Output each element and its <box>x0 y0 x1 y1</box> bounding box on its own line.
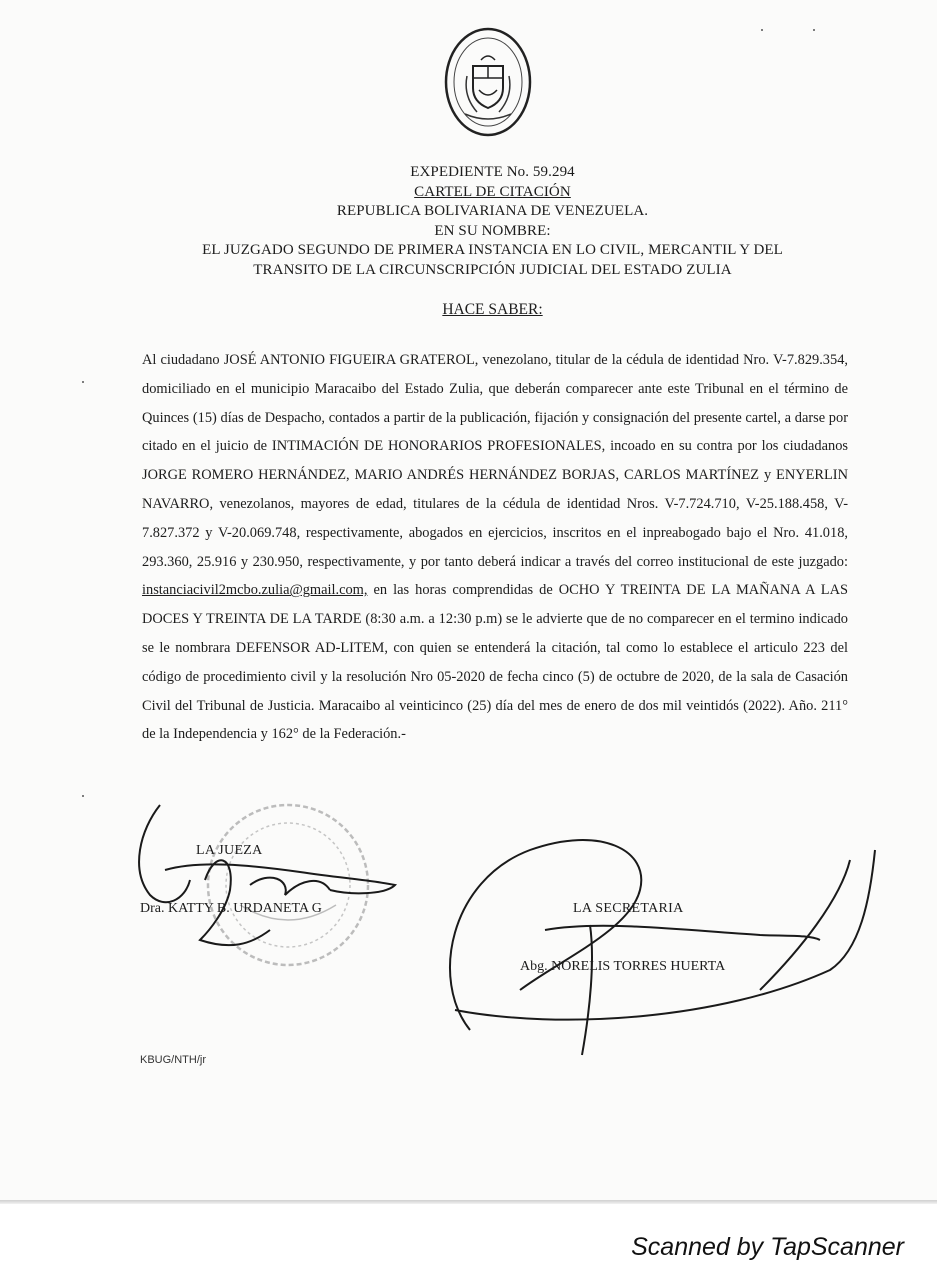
court-stamp-icon <box>208 805 368 965</box>
document-type: CARTEL DE CITACIÓN <box>414 183 571 200</box>
secretary-name: Abg. NORELIS TORRES HUERTA <box>520 959 726 974</box>
court-name-line1: EL JUZGADO SEGUNDO DE PRIMERA INSTANCIA EN LO CIVIL, MERCANTIL Y DEL <box>202 242 783 258</box>
scan-speck <box>82 795 84 797</box>
paper-edge <box>0 1200 937 1204</box>
body-part-1: Al ciudadano JOSÉ ANTONIO FIGUEIRA GRATEROL, venezolano, titular de la cédula de identidad Nro. V-7.829.354, domiciliado en el municipio Maracaibo del Estado Zulia, que deberán comparecer ante este Tribunal en el término de Quinces (15) días de Despacho, contados a partir de la publicación, fijación y consignación del presente cartel, a darse por citado en el juicio de INTIMACIÓN DE HONORARIOS PROFESIONALES, incoado en su contra por los ciudadanos JORGE ROMERO HERNÁNDEZ, MARIO ANDRÉS HERNÁNDEZ BORJAS, CARLOS MARTÍNEZ y ENYERLIN NAVARRO, venezolanos, mayores de edad, titulares de la cédula de identidad Nros. V-7.724.710, V-25.188.458, V-7.827.372 y V-20.069.748, respectivamente, abogados en ejercicios, inscritos en el inpreabogado bajo el Nro. 41.018, 293.360, 25.916 y 230.950, respectivamente, y por tanto deberá indicar a través del correo institucional de este juzgado: <box>142 352 848 570</box>
republic-name: REPUBLICA BOLIVARIANA DE VENEZUELA. <box>336 203 649 219</box>
judge-title: LA JUEZA <box>196 843 263 858</box>
scanner-watermark: Scanned by TapScanner <box>631 1233 904 1261</box>
body-part-2: en las horas comprendidas de OCHO Y TREINTA DE LA MAÑANA A LAS DOCES Y TREINTA DE LA TARDE (8:30 a.m. a 12:30 p.m) se le advierte que de no comparecer en el termino indicado se le nombrara DEFENSOR AD-LITEM, con quien se entenderá la citación, tal como lo establece el articulo 223 del código de procedimiento civil y la resolución Nro 05-2020 de fecha cinco (5) de octubre de 2020, de la sala de Casación Civil del Tribunal de Justicia. Maracaibo al veinticinco (25) día del mes de enero de dos mil veintidós (2022). Año. 211° de la Independencia y 162° de la Federación.- <box>142 582 848 743</box>
scan-speck <box>813 29 815 31</box>
hace-saber-heading: HACE SABER: <box>442 301 543 318</box>
secretary-signature-icon <box>450 840 875 1055</box>
secretary-title: LA SECRETARIA <box>573 901 684 916</box>
scan-speck <box>761 29 763 31</box>
court-email: instanciacivil2mcbo.zulia@gmail.com, <box>142 582 368 599</box>
court-name-line2: TRANSITO DE LA CIRCUNSCRIPCIÓN JUDICIAL DEL ESTADO ZULIA <box>253 261 732 278</box>
document-initials: KBUG/NTH/jr <box>140 1054 206 1066</box>
judge-name: Dra. KATTY B. URDANETA G <box>140 901 322 916</box>
en-su-nombre: EN SU NOMBRE: <box>434 222 551 239</box>
expediente-number: EXPEDIENTE No. 59.294 <box>410 164 575 180</box>
scan-speck <box>82 381 84 383</box>
